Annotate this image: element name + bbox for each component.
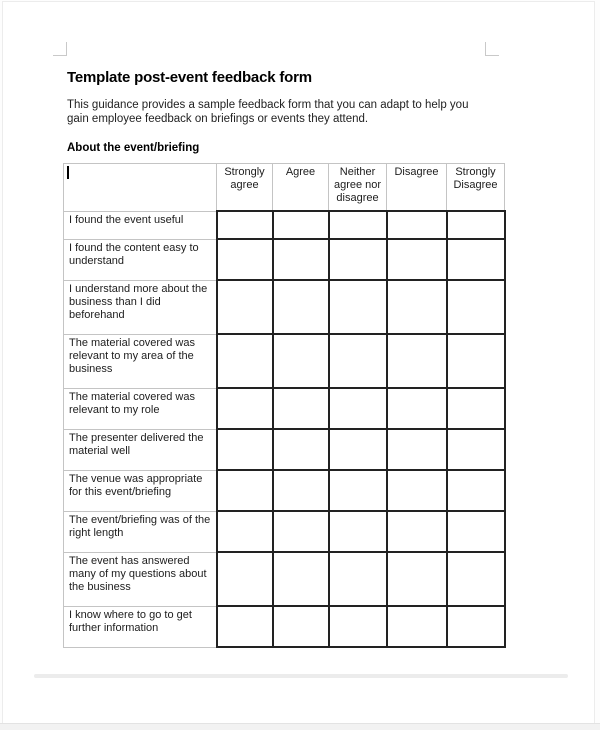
margin-mark-top-right-icon <box>485 42 499 56</box>
question-cell: I found the event useful <box>64 211 217 239</box>
rating-cell[interactable] <box>217 280 273 334</box>
rating-cell[interactable] <box>329 552 387 606</box>
rating-cell[interactable] <box>329 239 387 280</box>
window-bottom-strip <box>0 723 600 730</box>
rating-cell[interactable] <box>217 511 273 552</box>
page-bottom-divider <box>34 674 568 678</box>
table-row <box>64 280 505 334</box>
table-row <box>64 606 505 647</box>
column-header-strongly-disagree: Strongly Disagree <box>447 164 505 212</box>
rating-cell[interactable] <box>273 334 329 388</box>
question-cell: I know where to go to get further information <box>64 606 217 647</box>
rating-cell[interactable] <box>387 470 447 511</box>
rating-cell[interactable] <box>217 388 273 429</box>
table-row <box>64 239 505 280</box>
question-cell: I found the content easy to understand <box>64 239 217 280</box>
rating-cell[interactable] <box>447 606 505 647</box>
table-row <box>64 211 505 239</box>
table-row <box>64 552 505 606</box>
column-header-agree: Agree <box>273 164 329 212</box>
rating-cell[interactable] <box>217 552 273 606</box>
rating-cell[interactable] <box>329 606 387 647</box>
document-page <box>2 1 595 723</box>
rating-cell[interactable] <box>273 606 329 647</box>
rating-cell[interactable] <box>447 470 505 511</box>
table-row <box>64 470 505 511</box>
rating-cell[interactable] <box>273 211 329 239</box>
rating-cell[interactable] <box>329 429 387 470</box>
rating-cell[interactable] <box>217 334 273 388</box>
rating-cell[interactable] <box>217 239 273 280</box>
rating-cell[interactable] <box>387 511 447 552</box>
table-row <box>64 334 505 388</box>
question-cell: The material covered was relevant to my area of the business <box>64 334 217 388</box>
rating-cell[interactable] <box>273 470 329 511</box>
table-row <box>64 429 505 470</box>
rating-cell[interactable] <box>387 211 447 239</box>
feedback-table <box>63 163 506 648</box>
rating-cell[interactable] <box>217 429 273 470</box>
rating-cell[interactable] <box>387 280 447 334</box>
rating-cell[interactable] <box>447 334 505 388</box>
rating-cell[interactable] <box>329 211 387 239</box>
margin-mark-top-left-icon <box>53 42 67 56</box>
question-cell: The presenter delivered the material well <box>64 429 217 470</box>
document-content <box>63 68 543 648</box>
document-title: Template post-event feedback form <box>67 69 312 86</box>
rating-cell[interactable] <box>217 606 273 647</box>
question-cell: The material covered was relevant to my role <box>64 388 217 429</box>
question-cell: I understand more about the business than I did beforehand <box>64 280 217 334</box>
rating-cell[interactable] <box>329 334 387 388</box>
rating-cell[interactable] <box>329 280 387 334</box>
question-cell: The event/briefing was of the right length <box>64 511 217 552</box>
rating-cell[interactable] <box>273 388 329 429</box>
rating-cell[interactable] <box>329 388 387 429</box>
rating-cell[interactable] <box>447 429 505 470</box>
rating-cell[interactable] <box>387 606 447 647</box>
section-heading: About the event/briefing <box>67 142 200 154</box>
column-header-disagree: Disagree <box>387 164 447 212</box>
question-cell: The venue was appropriate for this event/briefing <box>64 470 217 511</box>
rating-cell[interactable] <box>273 511 329 552</box>
rating-cell[interactable] <box>387 552 447 606</box>
rating-cell[interactable] <box>447 239 505 280</box>
rating-cell[interactable] <box>273 552 329 606</box>
rating-cell[interactable] <box>387 429 447 470</box>
question-column-header[interactable] <box>64 164 217 212</box>
table-row <box>64 388 505 429</box>
column-header-neither: Neither agree nor disagree <box>329 164 387 212</box>
table-row <box>64 511 505 552</box>
rating-cell[interactable] <box>447 211 505 239</box>
rating-cell[interactable] <box>447 511 505 552</box>
rating-cell[interactable] <box>273 239 329 280</box>
column-header-strongly-agree: Strongly agree <box>217 164 273 212</box>
intro-text: This guidance provides a sample feedback form that you can adapt to help you gain employee feedback on briefings or events they attend. <box>67 99 469 125</box>
rating-cell[interactable] <box>329 511 387 552</box>
text-cursor <box>67 166 69 179</box>
rating-cell[interactable] <box>387 334 447 388</box>
rating-cell[interactable] <box>217 211 273 239</box>
rating-cell[interactable] <box>447 280 505 334</box>
rating-cell[interactable] <box>387 388 447 429</box>
rating-cell[interactable] <box>447 388 505 429</box>
rating-cell[interactable] <box>273 280 329 334</box>
rating-cell[interactable] <box>273 429 329 470</box>
rating-cell[interactable] <box>217 470 273 511</box>
rating-cell[interactable] <box>447 552 505 606</box>
rating-cell[interactable] <box>329 470 387 511</box>
rating-cell[interactable] <box>387 239 447 280</box>
question-cell: The event has answered many of my questions about the business <box>64 552 217 606</box>
table-header-row <box>64 164 505 212</box>
